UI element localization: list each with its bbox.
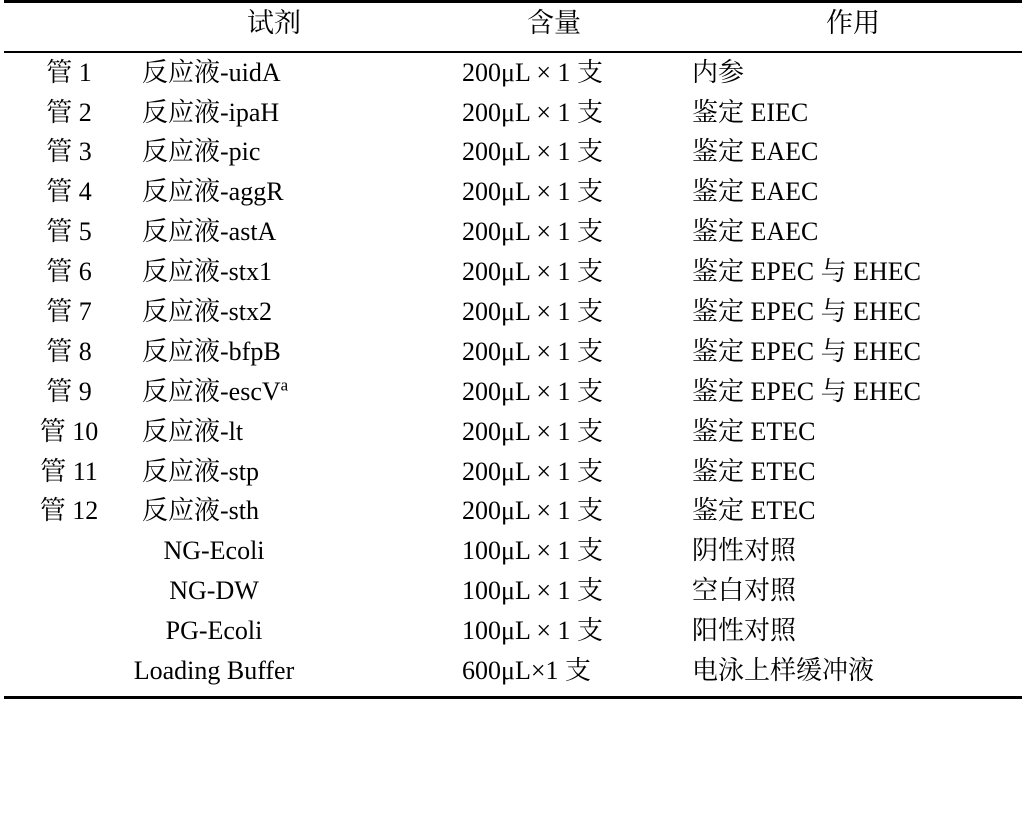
table-row — [4, 611, 1022, 651]
reagent-name-with-superscript — [124, 372, 424, 412]
amount-value: 200μL × 1 支 — [462, 456, 604, 486]
tube-label: 管 11 — [40, 456, 98, 486]
use-value: 内参 — [692, 57, 745, 87]
reagent-name: 反应液-sth — [142, 496, 260, 526]
use-value: 鉴定 ETEC — [692, 456, 816, 486]
amount-value: 600μL×1 支 — [424, 651, 684, 697]
tube-label: 管 12 — [39, 496, 99, 526]
tube-label: 管 10 — [39, 416, 99, 446]
amount-value: 200μL × 1 支 — [462, 376, 604, 406]
table-row — [4, 491, 1022, 531]
table-row — [4, 292, 1022, 332]
use-value: 鉴定 EAEC — [692, 177, 819, 207]
use-value: 鉴定 EPEC 与 EHEC — [692, 257, 921, 287]
amount-value: 200μL × 1 支 — [462, 496, 604, 526]
amount-value: 200μL × 1 支 — [462, 177, 604, 207]
table-row — [4, 93, 1022, 133]
control-name: PG-Ecoli — [165, 616, 263, 646]
amount-value: 100μL × 1 支 — [462, 576, 604, 606]
table-row — [4, 132, 1022, 172]
amount-value: 200μL × 1 支 — [462, 257, 604, 287]
use-value: 鉴定 EPEC 与 EHEC — [692, 336, 921, 366]
tube-label: 管 1 — [46, 57, 92, 87]
use-value: 阳性对照 — [692, 616, 797, 646]
reagent-name: 反应液-uidA — [142, 57, 281, 87]
amount-value: 200μL × 1 支 — [462, 336, 604, 366]
reagent-name: 反应液-pic — [142, 137, 261, 167]
table-row — [4, 531, 1022, 571]
tube-label: 管 4 — [46, 177, 92, 207]
table-head — [4, 2, 1022, 52]
use-value: 鉴定 EAEC — [692, 217, 819, 247]
amount-value: 200μL × 1 支 — [462, 217, 604, 247]
column-header-tube — [4, 2, 124, 52]
control-name: NG-DW — [169, 576, 259, 606]
amount-value: 200μL × 1 支 — [462, 297, 604, 327]
table-row — [4, 212, 1022, 252]
use-value: 阴性对照 — [692, 536, 797, 566]
reagent-name: 反应液-escV — [142, 376, 281, 406]
use-value: 鉴定 EIEC — [692, 97, 809, 127]
tube-label: 管 7 — [46, 297, 92, 327]
use-value: 鉴定 ETEC — [692, 416, 816, 446]
tube-label: 管 6 — [46, 257, 92, 287]
reagent-name: 反应液-bfpB — [142, 336, 281, 366]
amount-value: 100μL × 1 支 — [462, 616, 604, 646]
table-body — [4, 52, 1022, 698]
table-row — [4, 651, 1022, 697]
tube-label: 管 3 — [46, 137, 92, 167]
tube-label: 管 2 — [46, 97, 92, 127]
amount-value: 200μL × 1 支 — [462, 57, 604, 87]
use-value: 鉴定 EAEC — [692, 137, 819, 167]
table-row — [4, 252, 1022, 292]
reagent-name: 反应液-aggR — [142, 177, 284, 207]
amount-value: 100μL × 1 支 — [462, 536, 604, 566]
reagent-table — [4, 0, 1022, 699]
amount-value: 200μL × 1 支 — [462, 97, 604, 127]
table-row — [4, 571, 1022, 611]
table-row — [4, 172, 1022, 212]
reagent-name: 反应液-lt — [142, 416, 244, 446]
table-row — [4, 372, 1022, 412]
use-value: 鉴定 EPEC 与 EHEC — [692, 297, 921, 327]
table-header-row — [4, 2, 1022, 52]
column-header-reagent: 试剂 — [124, 2, 424, 52]
use-value: 鉴定 EPEC 与 EHEC — [692, 376, 921, 406]
control-name: NG-Ecoli — [163, 536, 265, 566]
tube-label: 管 8 — [46, 336, 92, 366]
tube-label: 管 9 — [46, 376, 92, 406]
footnote-superscript: a — [280, 375, 289, 395]
table-row — [4, 452, 1022, 492]
use-value: 电泳上样缓冲液 — [684, 651, 1022, 697]
column-header-use: 作用 — [684, 2, 1022, 52]
amount-value: 200μL × 1 支 — [462, 416, 604, 446]
reagent-name: 反应液-stx1 — [142, 257, 273, 287]
table-row — [4, 412, 1022, 452]
reagent-name: 反应液-astA — [142, 217, 277, 247]
column-header-amount: 含量 — [424, 2, 684, 52]
amount-value: 200μL × 1 支 — [462, 137, 604, 167]
table-row — [4, 52, 1022, 93]
tube-label: 管 5 — [46, 217, 92, 247]
reagent-name: 反应液-stp — [142, 456, 260, 486]
control-name: Loading Buffer — [4, 651, 424, 697]
reagent-name: 反应液-ipaH — [142, 97, 280, 127]
reagent-name: 反应液-stx2 — [142, 297, 273, 327]
table-row — [4, 332, 1022, 372]
use-value: 空白对照 — [692, 576, 797, 606]
use-value: 鉴定 ETEC — [692, 496, 816, 526]
